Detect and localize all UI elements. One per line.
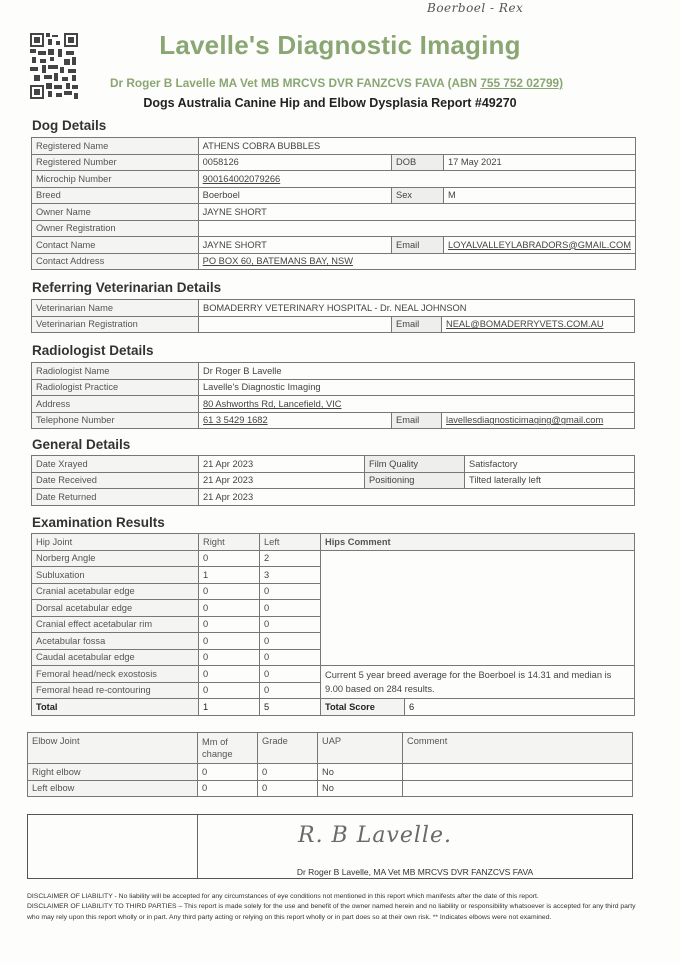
elbow-joint-table (27, 732, 633, 797)
label: Breed (32, 187, 199, 204)
vet-registration-value (199, 316, 392, 333)
hip-metric: Acetabular fossa (32, 633, 199, 650)
date-xrayed-value: 21 Apr 2023 (199, 456, 365, 473)
table-row (32, 379, 635, 396)
handwritten-signature: R. B Lavelle. (298, 823, 452, 848)
table-row (32, 363, 635, 380)
microchip-value: 900164002079266 (198, 171, 635, 188)
owner-name-value: JAYNE SHORT (198, 204, 635, 221)
signatory-name: Dr Roger B Lavelle, MA Vet MB MRCVS DVR FANZCVS FAVA (296, 867, 534, 877)
total-score-label: Total Score (321, 699, 405, 716)
column-header: Hip Joint (32, 534, 199, 551)
label: Email (392, 412, 442, 429)
hip-joint-table (31, 533, 635, 716)
vet-name-value: BOMADERRY VETERINARY HOSPITAL - Dr. NEAL JOHNSON (199, 300, 635, 317)
label: Telephone Number (32, 412, 199, 429)
mm-change: 0 (198, 780, 258, 797)
table-row (32, 300, 635, 317)
dob-value: 17 May 2021 (443, 154, 635, 171)
film-quality-value: Satisfactory (465, 456, 635, 473)
section-title-examination: Examination Results (32, 515, 165, 530)
table-row (32, 138, 636, 155)
owner-registration-value (198, 220, 635, 237)
hip-metric: Dorsal acetabular edge (32, 600, 199, 617)
left-score: 0 (260, 600, 321, 617)
column-header: UAP (318, 733, 403, 764)
table-row (32, 187, 636, 204)
referring-vet-table (31, 299, 635, 333)
table-row (32, 154, 636, 171)
right-score: 0 (199, 666, 260, 683)
total-label: Total (32, 699, 199, 716)
left-score: 0 (260, 633, 321, 650)
signature-cell (198, 815, 632, 878)
uap: No (318, 780, 403, 797)
hips-comment (321, 550, 635, 666)
right-score: 0 (199, 583, 260, 600)
left-score: 0 (260, 666, 321, 683)
mm-change: 0 (198, 764, 258, 781)
report-title: Dogs Australia Canine Hip and Elbow Dysplasia Report #49270 (143, 96, 517, 110)
disclaimer-third-parties: DISCLAIMER OF LIABILITY TO THIRD PARTIES – This report is made solely for the use and benefit of the owner named herein and no liability or responsibility whatsoever is accepted for any third party who may rely upon this report wholly or in part. Any third party acting or relying on this report wholly or in part does so at their own risk. ** Indicates elbows were not examined. (27, 903, 636, 921)
left-score: 0 (260, 616, 321, 633)
label: Owner Registration (32, 220, 199, 237)
owner-email-link[interactable]: LOYALVALLEYLABRADORS@GMAIL.COM (443, 237, 635, 254)
label: Address (32, 396, 199, 413)
total-score-value: 6 (405, 699, 635, 716)
hip-metric: Femoral head re-contouring (32, 682, 199, 699)
radiologist-email-link[interactable]: lavellesdiagnosticimaging@gmail.com (442, 412, 635, 429)
table-row (32, 171, 636, 188)
practice-title: Lavelle's Diagnostic Imaging (159, 30, 521, 60)
label: Owner Name (32, 204, 199, 221)
table-row (32, 456, 635, 473)
label: Veterinarian Name (32, 300, 199, 317)
column-header: Elbow Joint (28, 733, 198, 764)
table-row (32, 472, 635, 489)
label: Sex (392, 187, 444, 204)
radiologist-address-value: 80 Ashworths Rd, Lancefield, VIC (199, 396, 635, 413)
label: Veterinarian Registration (32, 316, 199, 333)
label: Contact Address (32, 253, 199, 270)
sex-value: M (443, 187, 635, 204)
registered-number-value: 0058126 (198, 154, 391, 171)
dog-details-table (31, 137, 636, 270)
breed-value: Boerboel (198, 187, 391, 204)
radiologist-table (31, 362, 635, 429)
grade: 0 (258, 780, 318, 797)
qr-code-icon[interactable] (30, 33, 78, 99)
table-header-row (32, 534, 635, 551)
vet-email-link[interactable]: NEAL@BOMADERRYVETS.COM.AU (442, 316, 635, 333)
label: Registered Number (32, 154, 199, 171)
table-row (32, 204, 636, 221)
breed-average-comment: Current 5 year breed average for the Boerboel is 14.31 and median is 9.00 based on 284 results. (321, 666, 635, 699)
handwritten-note: Boerboel - Rex (427, 1, 524, 15)
radiologist-name-value: Dr Roger B Lavelle (199, 363, 635, 380)
label: Email (392, 237, 444, 254)
date-received-value: 21 Apr 2023 (199, 472, 365, 489)
signature-blank-cell (28, 815, 198, 878)
disclaimer (27, 892, 639, 923)
right-score: 0 (199, 649, 260, 666)
table-row (32, 220, 636, 237)
positioning-value: Tilted laterally left (465, 472, 635, 489)
elbow-name: Left elbow (28, 780, 198, 797)
section-title-dog-details: Dog Details (32, 118, 107, 133)
table-row (32, 316, 635, 333)
hip-metric: Caudal acetabular edge (32, 649, 199, 666)
table-row (32, 550, 635, 567)
table-header-row (28, 733, 633, 764)
column-header: Mm of change (198, 733, 258, 764)
abn-number: 755 752 02799) (480, 76, 563, 90)
radiologist-phone-value: 61 3 5429 1682 (199, 412, 392, 429)
section-title-general: General Details (32, 437, 131, 452)
elbow-name: Right elbow (28, 764, 198, 781)
table-row (32, 666, 635, 683)
left-score: 3 (260, 567, 321, 584)
label: Microchip Number (32, 171, 199, 188)
contact-name-value: JAYNE SHORT (198, 237, 391, 254)
column-header: Hips Comment (321, 534, 635, 551)
right-score: 0 (199, 682, 260, 699)
registered-name-value: ATHENS COBRA BUBBLES (198, 138, 635, 155)
label: Date Returned (32, 489, 199, 506)
radiologist-practice-value: Lavelle's Diagnostic Imaging (199, 379, 635, 396)
label: Email (392, 316, 442, 333)
label: Date Received (32, 472, 199, 489)
hip-metric: Cranial acetabular edge (32, 583, 199, 600)
signature-box (27, 814, 633, 879)
total-row (32, 699, 635, 716)
label: Radiologist Practice (32, 379, 199, 396)
date-returned-value: 21 Apr 2023 (199, 489, 635, 506)
table-row (32, 396, 635, 413)
label: Positioning (365, 472, 465, 489)
right-score: 0 (199, 600, 260, 617)
uap: No (318, 764, 403, 781)
table-row (32, 237, 636, 254)
total-left: 5 (260, 699, 321, 716)
label: Date Xrayed (32, 456, 199, 473)
right-score: 0 (199, 616, 260, 633)
label: Contact Name (32, 237, 199, 254)
table-row (28, 764, 633, 781)
credentials-text: Dr Roger B Lavelle MA Vet MB MRCVS DVR FANZCVS FAVA (ABN (110, 76, 481, 90)
total-right: 1 (199, 699, 260, 716)
section-title-radiologist: Radiologist Details (32, 343, 154, 358)
comment (403, 780, 633, 797)
contact-address-value: PO BOX 60, BATEMANS BAY, NSW (198, 253, 635, 270)
table-row (32, 489, 635, 506)
label: DOB (392, 154, 444, 171)
table-row (28, 780, 633, 797)
hip-metric: Cranial effect acetabular rim (32, 616, 199, 633)
comment (403, 764, 633, 781)
column-header: Comment (403, 733, 633, 764)
column-header: Grade (258, 733, 318, 764)
hip-metric: Femoral head/neck exostosis (32, 666, 199, 683)
left-score: 0 (260, 682, 321, 699)
label: Registered Name (32, 138, 199, 155)
right-score: 0 (199, 550, 260, 567)
table-row (32, 253, 636, 270)
left-score: 0 (260, 649, 321, 666)
right-score: 1 (199, 567, 260, 584)
left-score: 0 (260, 583, 321, 600)
right-score: 0 (199, 633, 260, 650)
table-row (32, 412, 635, 429)
hip-metric: Norberg Angle (32, 550, 199, 567)
hip-metric: Subluxation (32, 567, 199, 584)
left-score: 2 (260, 550, 321, 567)
disclaimer-liability: DISCLAIMER OF LIABILITY - No liability will be accepted for any circumstances of eye conditions not mentioned in this report which manifests after the date of this report. (27, 893, 539, 900)
column-header: Right (199, 534, 260, 551)
label: Film Quality (365, 456, 465, 473)
grade: 0 (258, 764, 318, 781)
general-details-table (31, 455, 635, 506)
column-header: Left (260, 534, 321, 551)
section-title-referring-vet: Referring Veterinarian Details (32, 280, 222, 295)
practitioner-credentials (110, 76, 563, 90)
label: Radiologist Name (32, 363, 199, 380)
